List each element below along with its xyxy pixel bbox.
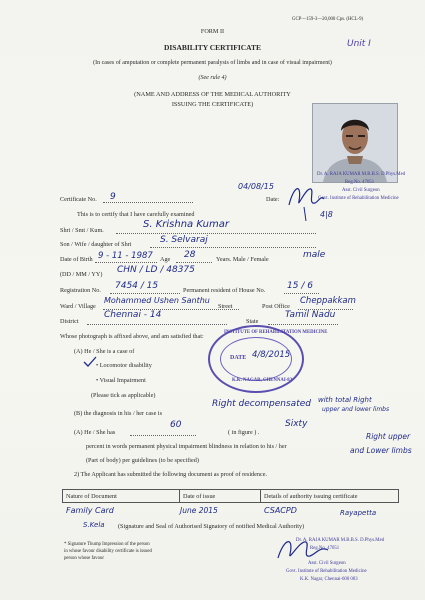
table-header-cell: Date of issue [180, 490, 261, 503]
name-value: S. Krishna Kumar [143, 219, 229, 230]
years-gender-label: Years. Male / Female [216, 256, 269, 263]
doctor-seal-line-3: Asst. Civil Surgeon [342, 188, 380, 193]
in-figure-label: ( in figure ) . [228, 429, 260, 436]
gender-value: male [303, 250, 326, 260]
check-mark-icon [82, 356, 98, 368]
doctor-seal-line-2: Reg.No. 47051 [345, 180, 375, 185]
option-visual: • Visual Impairment [96, 377, 146, 384]
applicant-document-text: 2) The Applicant has submitted the following document as proof of residence. [74, 471, 268, 478]
relation-label: Son / Wife / daughter of Shri [60, 241, 132, 248]
bottom-seal-line-5: K.K. Nagar, Chennai-600 083 [300, 577, 358, 582]
percent-value: 60 [170, 420, 182, 430]
resident-label: Permanent resident of House No. [183, 287, 266, 294]
thumb-note-1: * Signature Thump Impression of the person [64, 542, 150, 547]
age-label: Age [160, 256, 171, 263]
table-header-row [63, 490, 399, 503]
table-header-cell: Nature of Document [63, 490, 180, 503]
ward-label: Ward / Village [60, 303, 96, 310]
thumb-note-3: person whose favour [64, 556, 104, 561]
institute-round-stamp [208, 325, 328, 393]
registration-value: 7454 / 15 [115, 281, 159, 291]
house-value: 15 / 6 [287, 281, 313, 291]
tick-note: (Please tick as applicable) [91, 392, 156, 399]
table-cell-document: Family Card [66, 506, 114, 515]
place-note: Rayapetta [340, 509, 377, 517]
authority-line-1: (NAME AND ADDRESS OF THE MEDICAL AUTHORITY [134, 91, 291, 98]
dob-label: Date of Birth [60, 256, 93, 263]
case-of-label: (A) He / She is a case of [74, 348, 135, 355]
name-label: Shri / Smt / Kum. [60, 227, 104, 234]
dob-format-label: (DD / MM / YY) [60, 271, 103, 278]
age-value: 28 [184, 250, 196, 260]
certificate-no-value: 9 [110, 192, 116, 202]
stamp-bottom-text: K.K. NAGAR, CHENNAI-83 [232, 378, 293, 383]
stamp-date-value: 4/8/2015 [252, 350, 291, 360]
body-part-value-1: Right upper [366, 432, 411, 441]
signature-initial: 4|8 [320, 210, 333, 219]
registration-label: Registration No. [60, 287, 101, 294]
applicant-photo [312, 103, 398, 183]
form-code: GCP—159-3—20,000 Cps. (HCL-9) [292, 17, 364, 22]
table-cell-authority: CSACPD [264, 506, 297, 515]
diagnosis-value: Right decompensated [212, 399, 311, 409]
district-label: District [60, 318, 79, 325]
id-value: CHN / LD / 48375 [117, 265, 195, 275]
percent-words-value: Sixty [285, 419, 308, 429]
doctor-seal-line-4: Govt. Institute of Rehabilitation Medicine [318, 196, 399, 201]
street-label: Street [218, 303, 233, 310]
certify-text: This is to certify that I have carefully examined [77, 211, 195, 218]
body-part-text: (Part of body) per guidelines (to be specified) [86, 457, 199, 464]
diagnosis-extra-2: upper and lower limbs [322, 406, 390, 413]
diagnosis-extra-1: with total Right [318, 396, 372, 404]
has-label: (A) He / She has [74, 429, 116, 436]
bottom-seal-line-4: Govt. Institute of Rehabilitation Medicine [286, 569, 367, 574]
stamp-date-label: DATE [230, 355, 247, 361]
applicant-signature: S.Kela [83, 521, 105, 529]
doctor-seal-line-1: Dr. A. RAJA KUMAR M.B.B.S. D.Phys.Med [317, 172, 406, 177]
post-office-label: Post Office [262, 303, 290, 310]
unit-note: Unit I [347, 39, 371, 49]
certificate-no-label: Certificate No. [60, 196, 97, 203]
document-table [62, 489, 399, 503]
bottom-seal-line-2: Reg.No. 47051 [310, 546, 340, 551]
diagnosis-label: (B) the diagnosis in his / her case is [74, 410, 162, 417]
see-rule: (See rule 4) [198, 75, 227, 81]
thumb-note-2: in whose favour disability certificate is issued [64, 549, 152, 554]
table-header-cell: Details of authority issuing certificate [261, 490, 399, 503]
relation-value: S. Selvaraj [160, 235, 208, 245]
percent-text: percent in words permanent physical impairment blindness in relation to his / her [86, 443, 287, 450]
ward-value: Mohammed Ushen Santhu [104, 296, 210, 305]
bottom-seal-line-1: Dr. A. RAJA KUMAR M.B.B.S. D.Phys.Med [296, 538, 385, 543]
option-locomotor: • Locomotor disability [96, 362, 152, 369]
person-photo-icon [313, 104, 397, 182]
table-cell-date: June 2015 [180, 506, 218, 515]
post-office-value: Cheppakkam [300, 296, 356, 306]
signature-caption: (Signature and Seal of Authorised Signatory of notified Medical Authority) [118, 523, 305, 530]
state-label: State [246, 318, 259, 325]
authority-line-2: ISSUING THE CERTIFICATE) [171, 101, 254, 108]
date-value: 04/08/15 [238, 182, 274, 191]
state-value: Tamil Nadu [285, 310, 336, 320]
affixed-text: Whose photograph is affixed above, and am satisfied that: [60, 333, 204, 340]
form-title: FORM II [200, 28, 225, 35]
bottom-seal-line-3: Asst. Civil Surgeon [308, 561, 346, 566]
date-label: Date: [266, 196, 280, 203]
stamp-top-text: INSTITUTE OF REHABILITATION MEDICINE [224, 330, 328, 335]
body-part-value-2: and Lower limbs [350, 446, 412, 455]
certificate-title: DISABILITY CERTIFICATE [163, 43, 262, 52]
district-value: Chennai - 14 [104, 310, 162, 320]
dob-value: 9 - 11 - 1987 [98, 251, 153, 261]
subtitle: (In cases of amputation or complete permanent paralysis of limbs and in case of visual impairment) [93, 60, 332, 66]
